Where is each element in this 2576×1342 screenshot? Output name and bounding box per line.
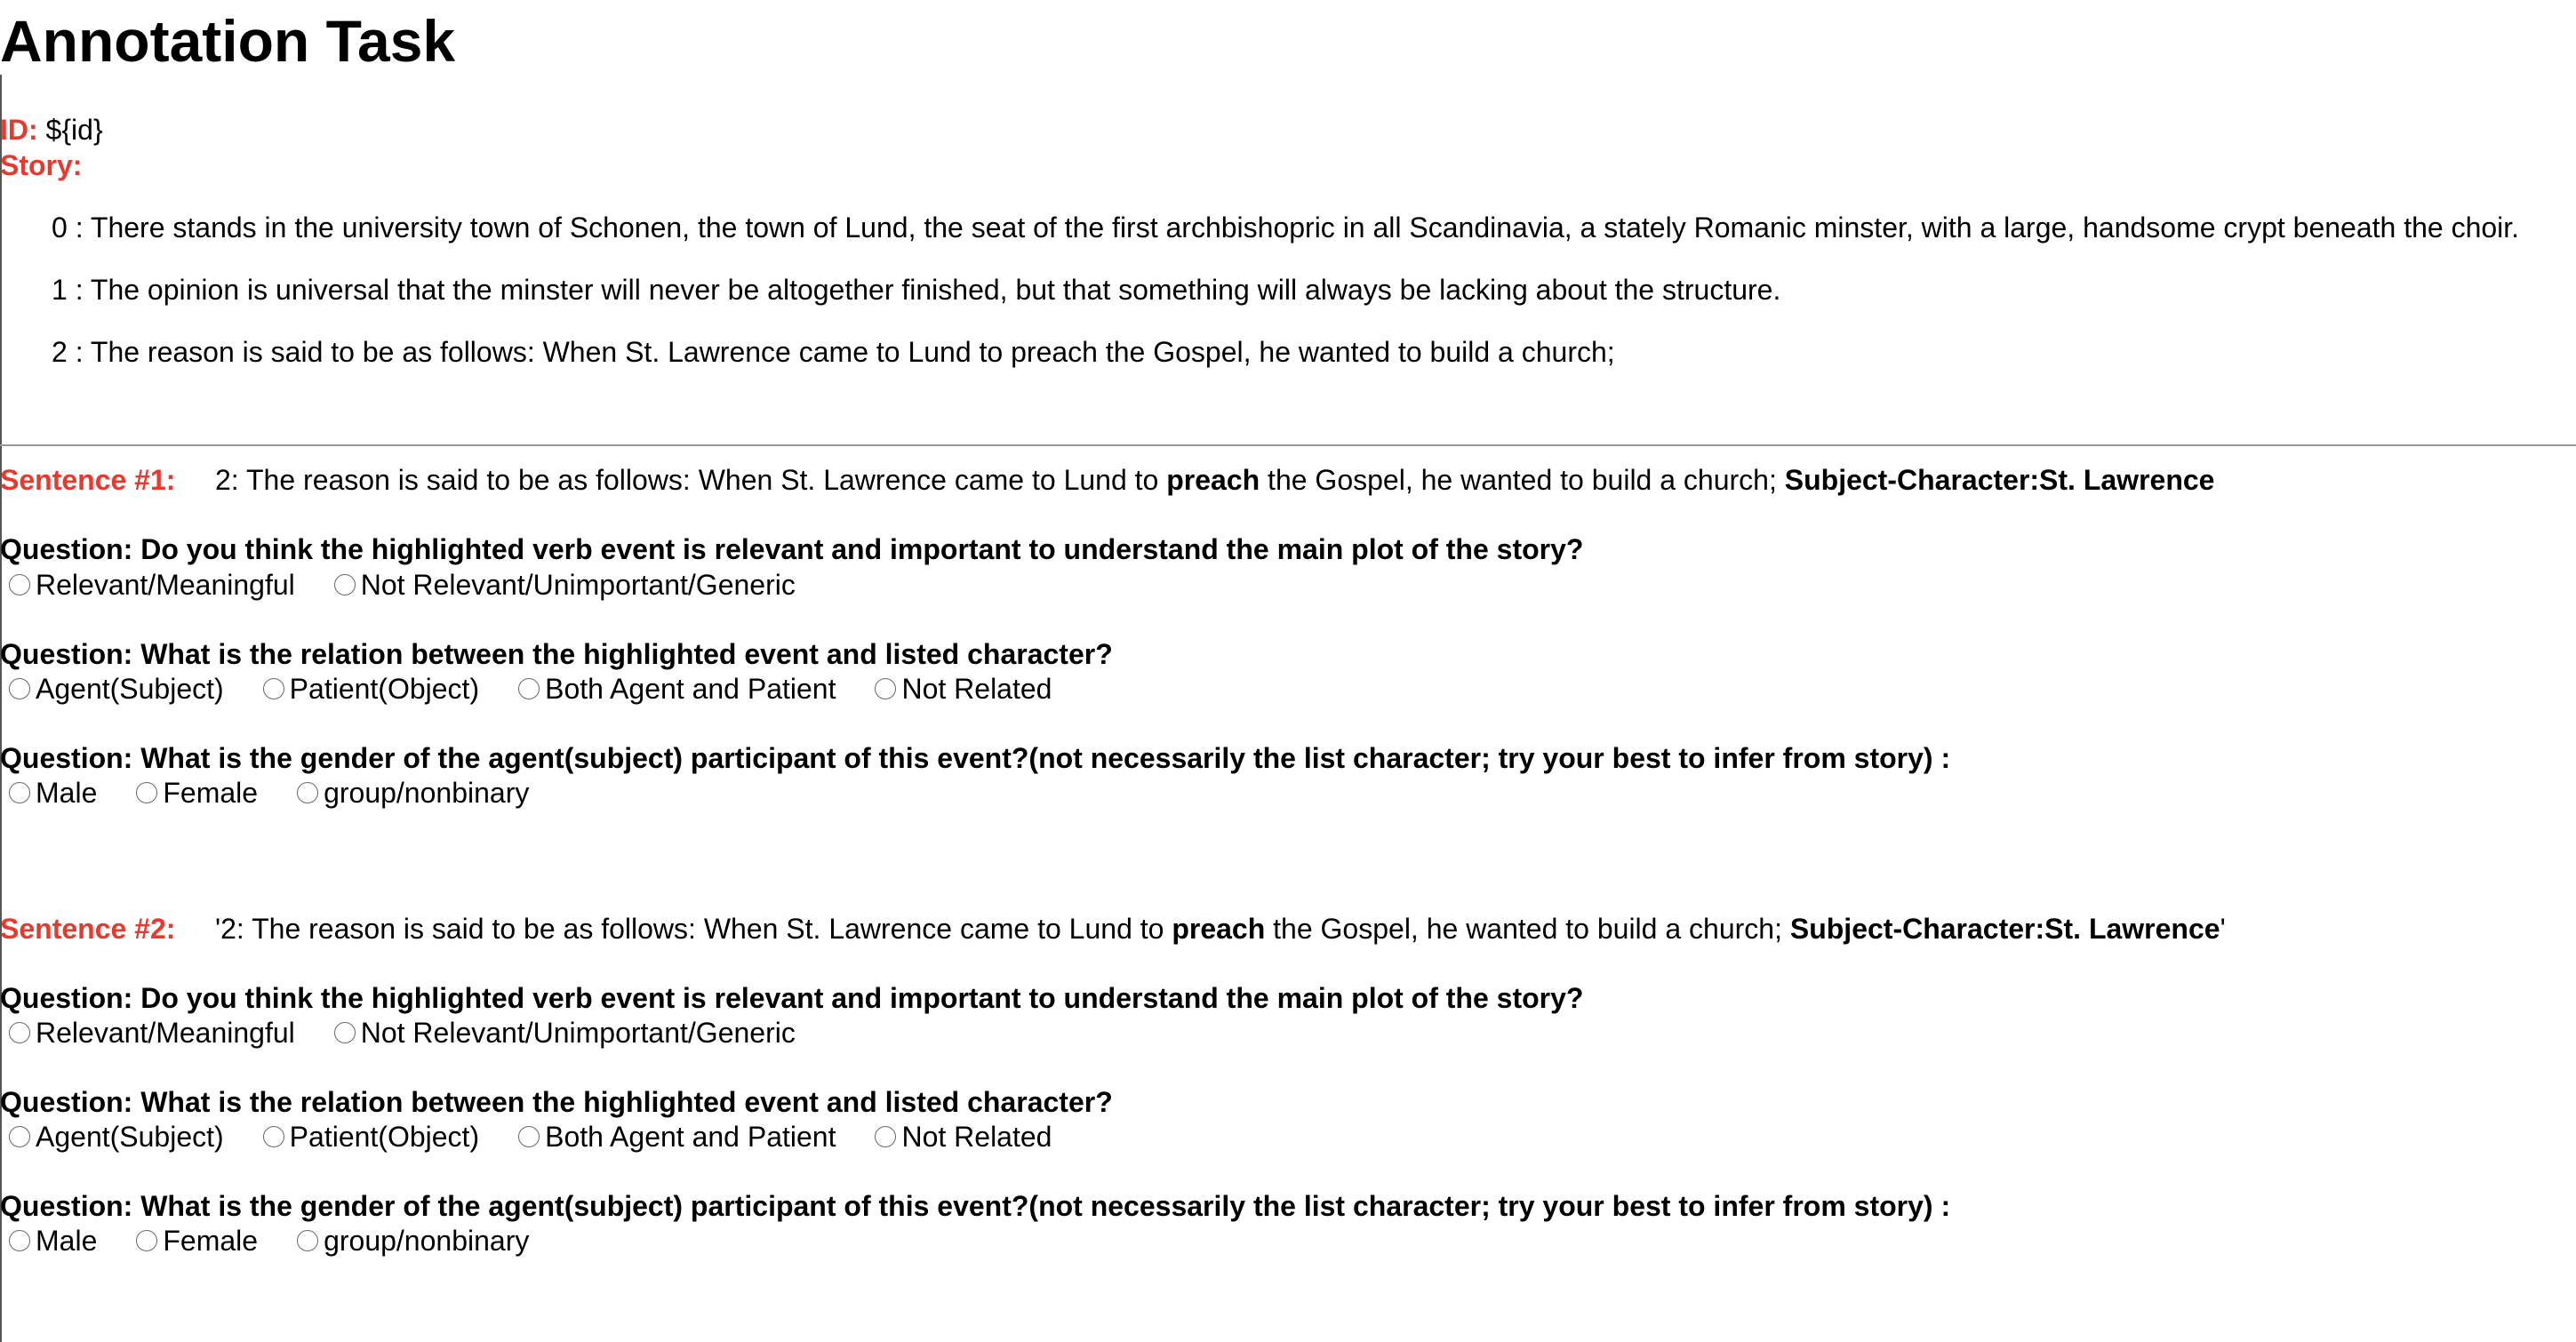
option-not-relevant[interactable] xyxy=(334,1015,796,1050)
highlighted-verb: preach xyxy=(1166,464,1260,496)
question-gender: Question: What is the gender of the agent(subject) participant of this event?(not necessarily the list character; try your best to infer from story) : xyxy=(0,1190,1951,1222)
radio-button[interactable] xyxy=(263,678,284,699)
option-not-related[interactable] xyxy=(875,671,1052,707)
radio-button[interactable] xyxy=(263,1126,284,1147)
radio-button[interactable] xyxy=(9,1126,30,1147)
question-relation: Question: What is the relation between the highlighted event and listed character? xyxy=(0,638,1113,670)
sentence-trailing: ' xyxy=(2220,913,2226,945)
option-label: Agent(Subject) xyxy=(36,673,224,705)
left-border xyxy=(0,75,2,1342)
option-label: Patient(Object) xyxy=(289,673,480,705)
option-label: Patient(Object) xyxy=(289,1121,480,1153)
option-label: Female xyxy=(163,1225,259,1257)
relevance-options xyxy=(9,567,835,603)
gender-options xyxy=(9,775,568,811)
radio-button[interactable] xyxy=(875,678,896,699)
sentence-text-before: '2: The reason is said to be as follows: When St. Lawrence came to Lund to xyxy=(215,913,1172,945)
option-relevant[interactable] xyxy=(9,567,295,603)
radio-button[interactable] xyxy=(9,678,30,699)
page-title: Annotation Task xyxy=(0,8,456,74)
option-not-related[interactable] xyxy=(875,1119,1052,1154)
option-label: Agent(Subject) xyxy=(36,1121,224,1153)
option-not-relevant[interactable] xyxy=(334,567,796,603)
option-label: Male xyxy=(36,777,98,809)
id-row xyxy=(0,112,103,148)
relation-options xyxy=(9,671,1091,707)
question-relevance: Question: Do you think the highlighted verb event is relevant and important to understand the main plot of the story? xyxy=(0,533,1584,565)
option-label: Both Agent and Patient xyxy=(545,673,836,705)
story-label: Story: xyxy=(0,149,83,181)
sentence-text-after: the Gospel, he wanted to build a church; xyxy=(1260,464,1785,496)
story-line: 0 : There stands in the university town of Schonen, the town of Lund, the seat of the first archbishopric in all Scandinavia, a stately Romanic minster, with a large, handsome crypt beneath the choir. xyxy=(52,212,2520,244)
option-label: Relevant/Meaningful xyxy=(36,1017,295,1049)
radio-button[interactable] xyxy=(518,678,540,699)
option-label: Not Relevant/Unimportant/Generic xyxy=(360,569,796,601)
gender-options xyxy=(9,1223,568,1258)
radio-button[interactable] xyxy=(9,1230,30,1251)
question-relevance: Question: Do you think the highlighted verb event is relevant and important to understand the main plot of the story? xyxy=(0,982,1584,1014)
option-both[interactable] xyxy=(518,671,836,707)
option-agent[interactable] xyxy=(9,1119,224,1154)
sentence-label: Sentence #2: xyxy=(0,913,176,945)
option-group[interactable] xyxy=(297,775,529,811)
option-group[interactable] xyxy=(297,1223,529,1258)
radio-button[interactable] xyxy=(136,782,157,803)
option-label: Male xyxy=(36,1225,98,1257)
id-label: ID: xyxy=(0,114,38,146)
option-label: group/nonbinary xyxy=(324,1225,530,1257)
radio-button[interactable] xyxy=(297,1230,318,1251)
option-label: Female xyxy=(163,777,259,809)
relevance-options xyxy=(9,1015,835,1050)
question-relation: Question: What is the relation between the highlighted event and listed character? xyxy=(0,1086,1113,1118)
option-label: group/nonbinary xyxy=(324,777,530,809)
story-line: 1 : The opinion is universal that the minster will never be altogether finished, but that something will always be lacking about the structure. xyxy=(52,274,1781,306)
option-label: Not Related xyxy=(901,673,1052,705)
radio-button[interactable] xyxy=(297,782,318,803)
option-both[interactable] xyxy=(518,1119,836,1154)
radio-button[interactable] xyxy=(518,1126,540,1147)
section-divider xyxy=(0,444,2576,446)
story-line: 2 : The reason is said to be as follows: When St. Lawrence came to Lund to preach the Gospel, he wanted to build a church; xyxy=(52,336,1615,368)
option-patient[interactable] xyxy=(263,671,479,707)
option-female[interactable] xyxy=(136,775,258,811)
radio-button[interactable] xyxy=(875,1126,896,1147)
sentence-label: Sentence #1: xyxy=(0,464,176,496)
radio-button[interactable] xyxy=(9,1022,30,1043)
option-label: Both Agent and Patient xyxy=(545,1121,836,1153)
subject-character: Subject-Character:St. Lawrence xyxy=(1789,913,2220,945)
highlighted-verb: preach xyxy=(1172,913,1266,945)
option-label: Not Related xyxy=(901,1121,1052,1153)
radio-button[interactable] xyxy=(136,1230,157,1251)
sentence-text-before: 2: The reason is said to be as follows: When St. Lawrence came to Lund to xyxy=(215,464,1167,496)
sentence-1-row xyxy=(0,462,2214,498)
sentence-text-after: the Gospel, he wanted to build a church; xyxy=(1265,913,1790,945)
subject-character: Subject-Character:St. Lawrence xyxy=(1784,464,2215,496)
radio-button[interactable] xyxy=(334,574,356,595)
option-agent[interactable] xyxy=(9,671,224,707)
question-gender: Question: What is the gender of the agent(subject) participant of this event?(not necessarily the list character; try your best to infer from story) : xyxy=(0,742,1951,774)
option-label: Relevant/Meaningful xyxy=(36,569,295,601)
radio-button[interactable] xyxy=(9,574,30,595)
relation-options xyxy=(9,1119,1091,1154)
option-patient[interactable] xyxy=(263,1119,479,1154)
radio-button[interactable] xyxy=(334,1022,356,1043)
option-label: Not Relevant/Unimportant/Generic xyxy=(360,1017,796,1049)
radio-button[interactable] xyxy=(9,782,30,803)
option-male[interactable] xyxy=(9,1223,97,1258)
id-value: ${id} xyxy=(45,114,103,146)
option-relevant[interactable] xyxy=(9,1015,295,1050)
option-female[interactable] xyxy=(136,1223,258,1258)
sentence-2-row xyxy=(0,911,2226,947)
story-row xyxy=(0,148,82,183)
option-male[interactable] xyxy=(9,775,97,811)
